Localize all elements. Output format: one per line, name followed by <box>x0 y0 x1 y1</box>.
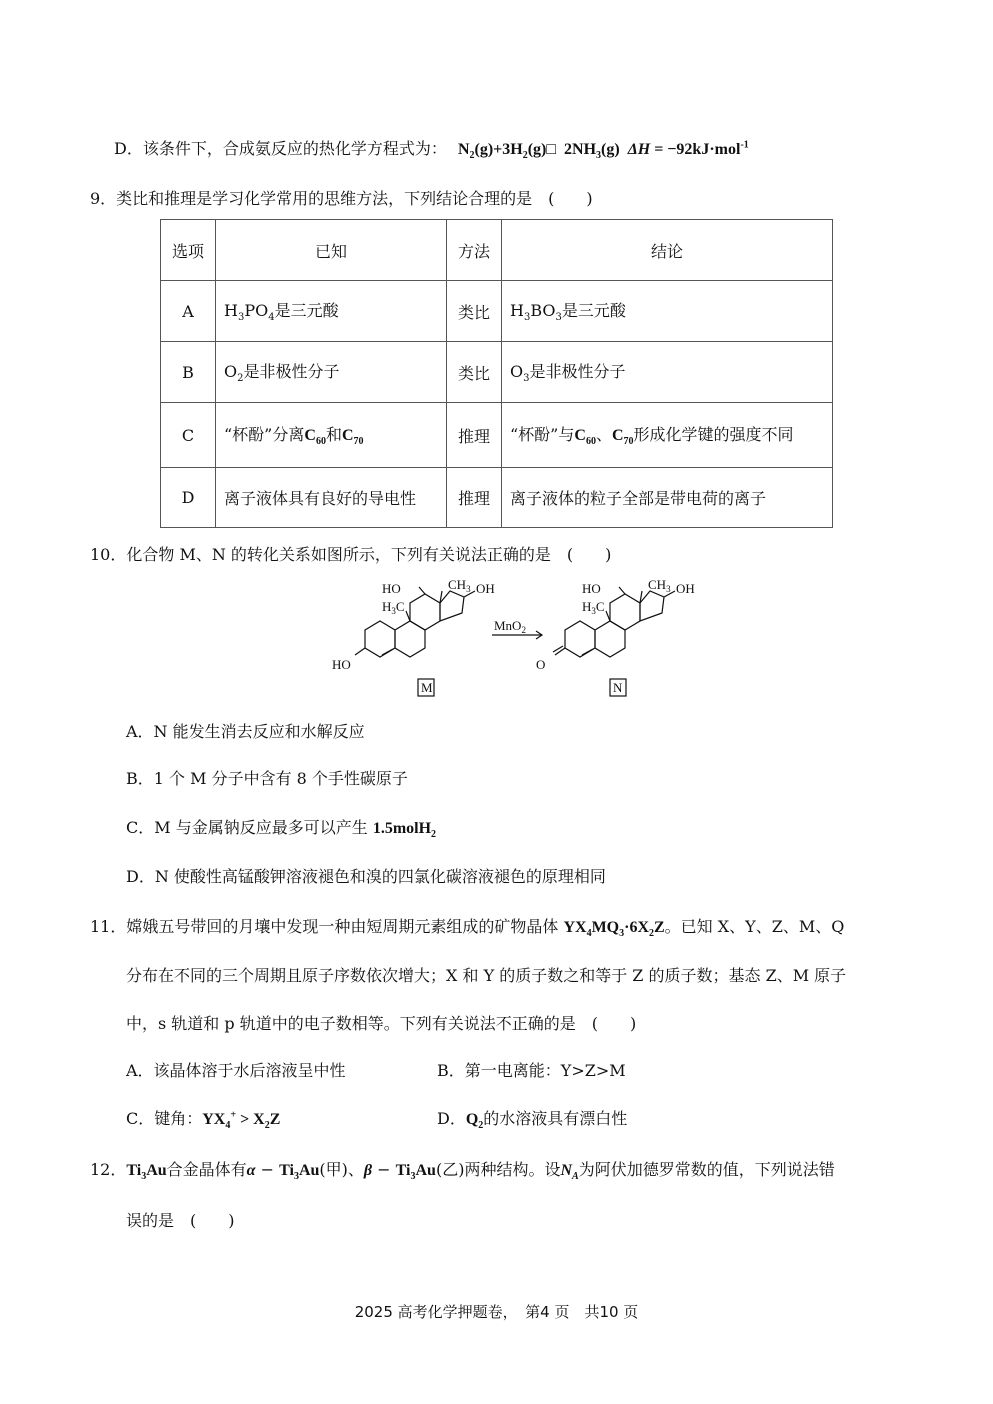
q9-table <box>160 219 833 528</box>
table-row: C “杯酚”分离$C_{60}$和$C_{70}$ 推理 “杯酚”与$C_{60}$、$C_{70}$形成化学键的强度不同 <box>161 403 833 468</box>
conclusion-cell: 离子液体的粒子全部是带电荷的离子 <box>502 468 833 528</box>
q11-option-d: D．$Q_2$的水溶液具有漂白性 <box>437 1109 628 1132</box>
q12-stem-line2: 误的是 ( ) <box>126 1211 235 1230</box>
n-ring-d <box>640 591 664 621</box>
known-cell: “杯酚”分离$C_{60}$和$C_{70}$ <box>216 403 447 468</box>
n-ring-c <box>610 594 640 630</box>
table-row: D 离子液体具有良好的导电性 推理 离子液体的粒子全部是带电荷的离子 <box>161 468 833 528</box>
m-ring-b <box>395 621 425 657</box>
compound-label-m: M <box>421 680 433 695</box>
table-header-row <box>161 220 833 281</box>
conclusion-cell: “杯酚”与$C_{60}$、$C_{70}$形成化学键的强度不同 <box>502 403 833 468</box>
known-cell: $H_3PO_4$是三元酸 <box>216 281 447 342</box>
q10-option-d: D．N 使酸性高锰酸钾溶液褪色和溴的四氯化碳溶液褪色的原理相同 <box>126 867 606 886</box>
q9-stem: 9．类比和推理是学习化学常用的思维方法，下列结论合理的是 ( ) <box>90 189 593 208</box>
n-oh-label: OH <box>676 581 695 596</box>
reaction-scheme <box>320 575 710 705</box>
known-cell: 离子液体具有良好的导电性 <box>216 468 447 528</box>
svg-text:H3C: $H_3C$ <box>582 599 605 616</box>
table-row: A $H_3PO_4$是三元酸 类比 $H_3BO_3$是三元酸 <box>161 281 833 342</box>
m-ring-d <box>440 591 464 621</box>
m-ring-c <box>410 594 440 630</box>
q11-stem-line2: 分布在不同的三个周期且原子序数依次增大；X 和 Y 的质子数之和等于 Z 的质子数；基态 Z、M 原子 <box>126 966 847 985</box>
m-ho-label: HO <box>332 657 351 672</box>
q8-option-d: D．该条件下，合成氨反应的热化学方程式为： $N_2(g)+3H_2(g)□$ $2NH_3(g) \Delta H = -92kJ\cdot mol^{-1}$ <box>114 139 749 162</box>
q12-stem: 12．$Ti_3Au$合金晶体有$\alpha - Ti_3Au$(甲)、$\beta - Ti_3Au$(乙)两种结构。设$N_A$为阿伏加德罗常数的值，下列说法错 <box>90 1160 835 1183</box>
q11-stem-line3: 中，s 轨道和 p 轨道中的电子数相等。下列有关说法不正确的是 ( ) <box>126 1014 637 1033</box>
q11-option-c: C．键角：$YX_4^+ > X_2Z$ <box>126 1109 281 1132</box>
compound-label-n: N <box>613 680 623 695</box>
conclusion-cell: $O_3$是非极性分子 <box>502 342 833 403</box>
q11-option-b: B．第一电离能：Y>Z>M <box>437 1061 626 1080</box>
svg-text:CH3: $CH_3$ <box>448 577 471 594</box>
n-ring-b <box>595 621 625 657</box>
header-option: 选项 <box>161 220 216 281</box>
conclusion-cell: $H_3BO_3$是三元酸 <box>502 281 833 342</box>
svg-text:MnO2: MnO$_2$ <box>494 618 526 635</box>
thermo-equation: $N_2(g)+3H_2(g)□$ $2NH_3(g) \Delta H = -92kJ\cdot mol^{-1}$ <box>457 139 749 162</box>
svg-text:CH3: $CH_3$ <box>648 577 671 594</box>
q10-option-a: A．N 能发生消去反应和水解反应 <box>126 722 365 741</box>
q10-stem: 10．化合物 M、N 的转化关系如图所示，下列有关说法正确的是 ( ) <box>90 545 612 564</box>
table-row: B $O_2$是非极性分子 类比 $O_3$是非极性分子 <box>161 342 833 403</box>
n-ring-a <box>565 621 595 657</box>
header-method: 方法 <box>447 220 502 281</box>
known-cell: $O_2$是非极性分子 <box>216 342 447 403</box>
n-ho-label: HO <box>582 581 601 596</box>
q11-stem: 11．嫦娥五号带回的月壤中发现一种由短周期元素组成的矿物晶体 $YX_4MQ_3\cdot 6X_2Z$。已知 X、Y、Z、M、Q <box>90 917 845 940</box>
q10-option-b: B．1 个 M 分子中含有 8 个手性碳原子 <box>126 769 408 788</box>
m-ho-top-label: HO <box>382 581 401 596</box>
mineral-formula: $YX_4MQ_3\cdot 6X_2Z$ <box>563 919 665 940</box>
page-footer: 2025 高考化学押题卷， 第4 页 共10 页 <box>354 1303 639 1321</box>
header-known: 已知 <box>216 220 447 281</box>
svg-text:H3C: $H_3C$ <box>382 599 405 616</box>
n-o-label: O <box>536 657 546 672</box>
header-conclusion: 结论 <box>502 220 833 281</box>
m-oh-label: OH <box>476 581 495 596</box>
m-ring-a <box>365 621 395 657</box>
q10-option-c: C．M 与金属钠反应最多可以产生 1.5molH$_2$ <box>126 818 437 841</box>
q11-option-a: A．该晶体溶于水后溶液呈中性 <box>126 1061 346 1080</box>
